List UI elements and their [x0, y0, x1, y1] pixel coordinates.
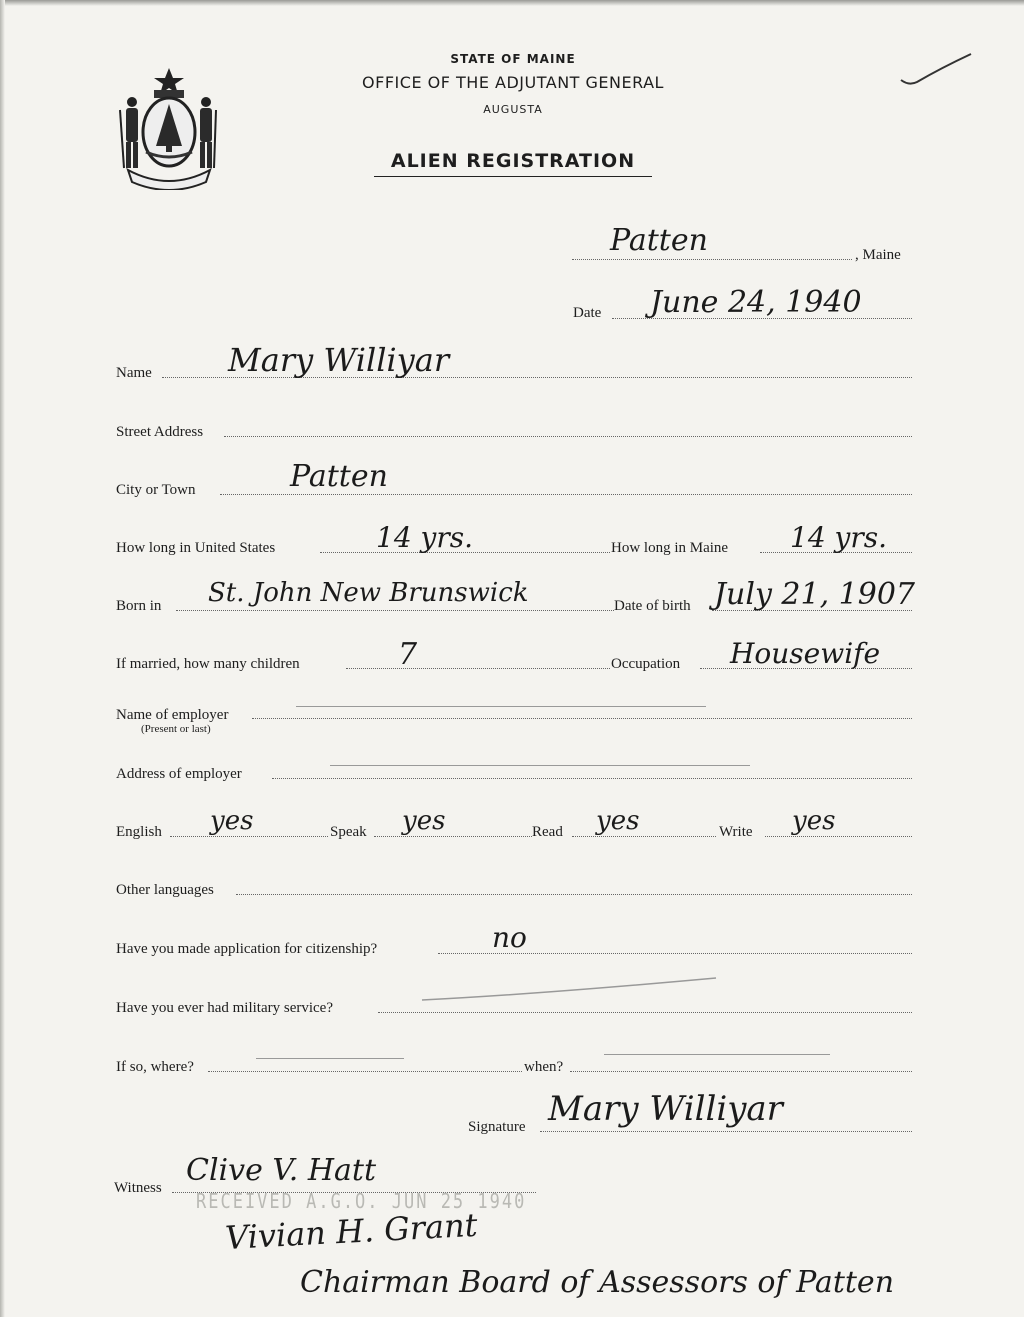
write-line [765, 836, 912, 837]
when-line [570, 1071, 912, 1072]
how-long-us-label: How long in United States [116, 540, 276, 556]
speak-entry: yes [402, 806, 446, 836]
where-line [208, 1071, 522, 1072]
employer-line [252, 718, 912, 719]
how-long-me-entry: 14 yrs. [790, 521, 888, 554]
speak-label: Speak [330, 824, 367, 840]
form-title: ALIEN REGISTRATION [390, 150, 636, 172]
children-entry: 7 [398, 637, 418, 672]
office-heading: OFFICE OF THE ADJUTANT GENERAL [362, 73, 664, 92]
dob-entry: July 21, 1907 [714, 577, 916, 612]
name-entry: Mary Williyar [228, 341, 450, 379]
maine-state-seal-icon [116, 66, 222, 190]
other-languages-line [236, 894, 912, 895]
occupation-label: Occupation [611, 656, 681, 672]
citizenship-entry: no [492, 921, 527, 954]
name-label: Name [116, 365, 152, 381]
employer-dash [296, 706, 706, 707]
children-line [346, 668, 610, 669]
when-label: when? [524, 1059, 564, 1075]
how-long-me-label: How long in Maine [611, 540, 729, 556]
date-entry: June 24, 1940 [650, 285, 862, 320]
signature-label: Signature [468, 1119, 526, 1135]
where-dash [256, 1058, 404, 1059]
employer-label: Name of employer [116, 707, 229, 723]
speak-line [374, 836, 532, 837]
born-label: Born in [116, 598, 162, 614]
city-line [220, 494, 912, 495]
scan-edge-top [0, 0, 1024, 6]
witness-entry: Clive V. Hatt [186, 1153, 377, 1188]
when-dash [604, 1054, 830, 1055]
how-long-us-entry: 14 yrs. [376, 521, 474, 554]
military-dash [420, 974, 720, 1004]
english-line [170, 836, 328, 837]
military-label: Have you ever had military service? [116, 1000, 333, 1016]
received-stamp: RECEIVED A.G.O. JUN 25 1940 [196, 1190, 527, 1214]
signature-line [540, 1131, 912, 1132]
read-label: Read [532, 824, 563, 840]
write-entry: yes [792, 806, 836, 836]
other-languages-label: Other languages [116, 882, 214, 898]
born-line [176, 610, 614, 611]
where-label: If so, where? [116, 1059, 194, 1075]
street-label: Street Address [116, 424, 204, 440]
city-label: City or Town [116, 482, 196, 498]
read-line [572, 836, 716, 837]
occupation-entry: Housewife [730, 637, 881, 670]
english-entry: yes [210, 806, 254, 836]
scan-edge-left [0, 0, 5, 1317]
write-label: Write [719, 824, 753, 840]
place-entry: Patten [610, 223, 708, 258]
title-underline [374, 176, 652, 177]
employer-address-dash [330, 765, 750, 766]
witness-label: Witness [114, 1180, 162, 1196]
citizenship-label: Have you made application for citizenship? [116, 941, 378, 957]
employer-address-line [272, 778, 912, 779]
english-label: English [116, 824, 162, 840]
city-heading: AUGUSTA [483, 103, 543, 116]
city-entry: Patten [290, 459, 388, 494]
read-entry: yes [596, 806, 640, 836]
annotation-title: Chairman Board of Assessors of Patten [300, 1265, 895, 1300]
employer-sublabel: (Present or last) [141, 723, 211, 735]
born-entry: St. John New Brunswick [208, 578, 529, 608]
signature-entry: Mary Williyar [548, 1089, 783, 1129]
date-label: Date [573, 305, 602, 321]
employer-address-label: Address of employer [116, 766, 242, 782]
dob-label: Date of birth [614, 598, 691, 614]
children-label: If married, how many children [116, 656, 300, 672]
annotation-name: Vivian H. Grant [224, 1205, 479, 1257]
checkmark-icon [895, 50, 975, 90]
place-suffix: , Maine [855, 247, 901, 263]
state-heading: STATE OF MAINE [450, 52, 576, 66]
street-line [224, 436, 912, 437]
place-line [572, 259, 852, 260]
military-line [378, 1012, 912, 1013]
